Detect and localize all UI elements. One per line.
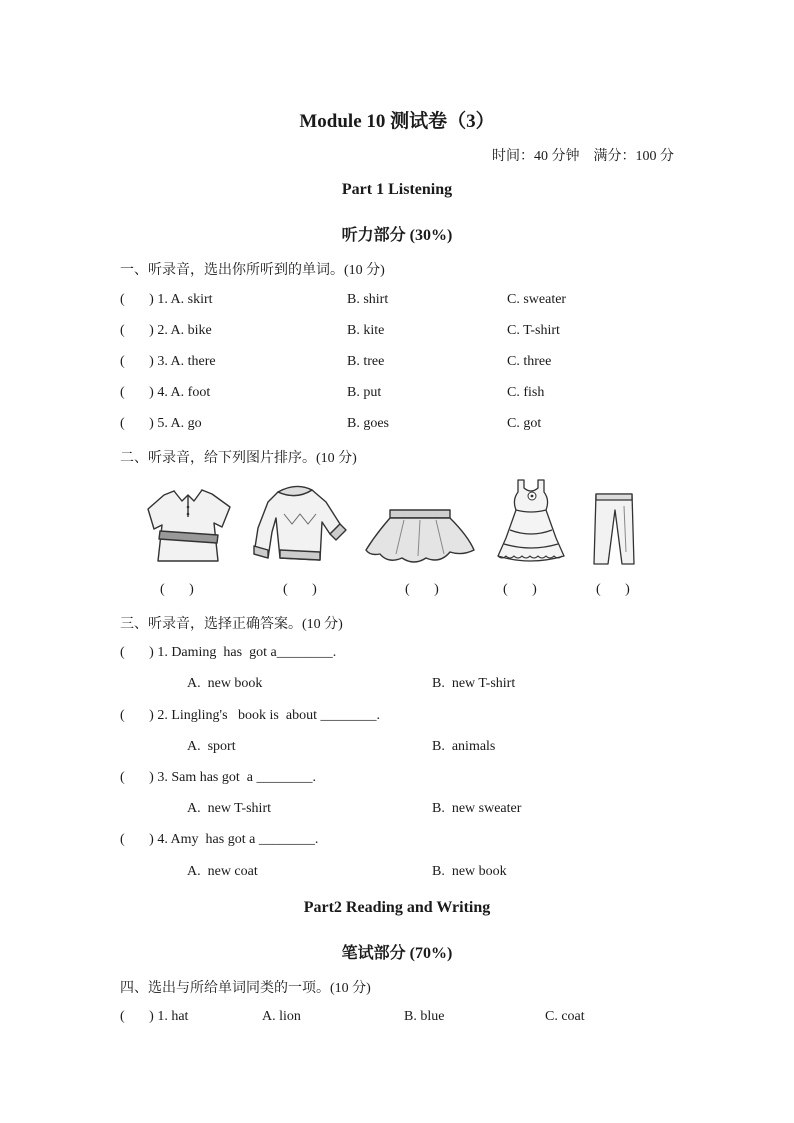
picture-3-answer[interactable]: ( )	[405, 582, 439, 597]
s3-question-3-option-b: B. new sweater	[432, 801, 522, 816]
s3-question-2-option-a: A. sport	[187, 739, 236, 754]
question-4-option-c: C. fish	[507, 385, 545, 400]
part1-subtitle: 听力部分 (30%)	[341, 227, 453, 244]
question-2-stem: ( ) 2. A. bike	[120, 323, 212, 338]
s3-question-3-stem: ( ) 3. Sam has got a ________.	[120, 770, 316, 785]
s4-question-1-option-b: B. blue	[404, 1009, 445, 1024]
s4-question-1-option-c: C. coat	[545, 1009, 585, 1024]
section4-heading: 四、选出与所给单词同类的一项。(10 分)	[120, 981, 371, 996]
part2-title: Part2 Reading and Writing	[303, 899, 491, 916]
question-3-stem: ( ) 3. A. there	[120, 354, 216, 369]
s4-question-1-option-a: A. lion	[262, 1009, 301, 1024]
dress-icon	[492, 478, 570, 564]
picture-1-answer[interactable]: ( )	[160, 582, 194, 597]
s3-question-4-option-b: B. new book	[432, 864, 507, 879]
s3-question-2-stem: ( ) 2. Lingling's book is about ________.	[120, 708, 380, 723]
question-5-option-c: C. got	[507, 416, 542, 431]
part2-subtitle: 笔试部分 (70%)	[341, 945, 453, 962]
s3-question-2-option-b: B. animals	[432, 739, 496, 754]
sweater-icon	[250, 484, 350, 568]
section3-heading: 三、听录音，选择正确答案。(10 分)	[120, 617, 343, 632]
s3-question-1-stem: ( ) 1. Daming has got a________.	[120, 645, 337, 660]
question-5-option-b: B. goes	[347, 416, 389, 431]
picture-5-answer[interactable]: ( )	[596, 582, 630, 597]
trousers-icon	[588, 492, 638, 566]
section2-heading: 二、听录音，给下列图片排序。(10 分)	[120, 451, 357, 466]
picture-2-answer[interactable]: ( )	[283, 582, 317, 597]
s3-question-1-option-b: B. new T-shirt	[432, 676, 516, 691]
s3-question-4-stem: ( ) 4. Amy has got a ________.	[120, 832, 319, 847]
shirt-icon	[144, 487, 234, 565]
s4-question-1-stem: ( ) 1. hat	[120, 1009, 189, 1024]
question-1-option-c: C. sweater	[507, 292, 567, 307]
s3-question-1-option-a: A. new book	[187, 676, 263, 691]
picture-4-answer[interactable]: ( )	[503, 582, 537, 597]
question-4-stem: ( ) 4. A. foot	[120, 385, 211, 400]
part1-title: Part 1 Listening	[341, 181, 453, 198]
skirt-icon	[364, 506, 476, 568]
question-5-stem: ( ) 5. A. go	[120, 416, 202, 431]
question-2-option-b: B. kite	[347, 323, 385, 338]
s3-question-4-option-a: A. new coat	[187, 864, 258, 879]
question-1-option-b: B. shirt	[347, 292, 389, 307]
section1-heading: 一、听录音，选出你所听到的单词。(10 分)	[120, 263, 385, 278]
question-1-stem: ( ) 1. A. skirt	[120, 292, 213, 307]
page-title: Module 10 测试卷（3）	[299, 111, 495, 132]
question-3-option-b: B. tree	[347, 354, 385, 369]
question-2-option-c: C. T-shirt	[507, 323, 560, 338]
exam-meta: 时间：40 分钟 满分：100 分	[492, 149, 674, 164]
question-4-option-b: B. put	[347, 385, 382, 400]
s3-question-3-option-a: A. new T-shirt	[187, 801, 271, 816]
question-3-option-c: C. three	[507, 354, 552, 369]
